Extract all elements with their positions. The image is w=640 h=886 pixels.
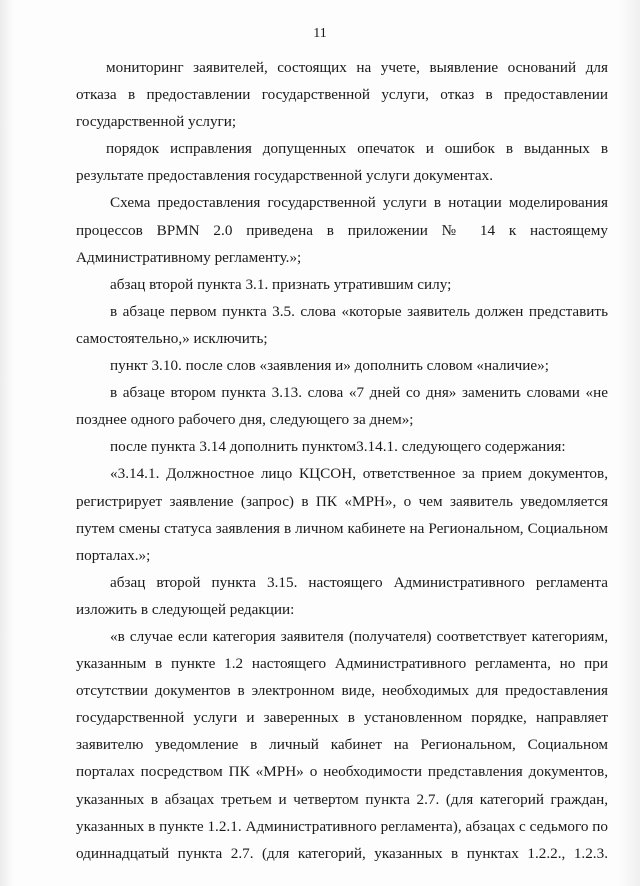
- paragraph-item-3-10: пункт 3.10. после слов «заявления и» дополнить словом «наличие»;: [110, 357, 549, 375]
- scan-edge-right: [618, 0, 640, 886]
- document-body: [76, 54, 608, 867]
- paragraph-item-3-15: абзац второй пункта 3.15. настоящего Административного регламента изложить в следующей редакции:: [76, 573, 608, 618]
- scan-edge-left: [0, 0, 14, 886]
- paragraph-item-3-1: абзац второй пункта 3.1. признать утратившим силу;: [110, 275, 452, 293]
- paragraph-item-3-13: в абзаце втором пункта 3.13. слова «7 дней со дня» заменить словами «не позднее одного рабочего дня, следующего за днем»;: [76, 384, 608, 429]
- paragraph-item-3-5: в абзаце первом пункта 3.5. слова «которые заявитель должен представить самостоятельно,» исключить;: [76, 302, 608, 347]
- paragraph-item-3-14: после пункта 3.14 дополнить пунктом3.14.1. следующего содержания:: [110, 438, 566, 456]
- paragraph-monitoring: мониторинг заявителей, состоящих на учете, выявление оснований для отказа в предоставлении государственной услуги, отказ в предоставлении государственной услуги;: [76, 59, 608, 131]
- paragraph-item-3-15-text: «в случае если категория заявителя (получателя) соответствует категориям, указанным в пункте 1.2 настоящего Административного регламента, но при отсутствии документов в электронном виде, необходимых для предоставления государственной услуги и заверенных в установленном порядке, направляет заявителю уведомление в личный кабинет на Региональном, Социальном порталах посредством ПК «МРН» о необходимости представления документов, указанных в абзацах третьем и четвертом пункта 2.7. (для категорий граждан, указанных в пункте 1.2.1. Административного регламента), абзацах с седьмого по одиннадцатый пункта 2.7. (для категорий, указанных в пунктах 1.2.2., 1.2.3.: [76, 627, 608, 862]
- page-number: 11: [313, 26, 327, 41]
- paragraph-correction-procedure: порядок исправления допущенных опечаток и ошибок в выданных в результате предоставления государственной услуги документах.: [76, 140, 608, 185]
- paragraph-bpmn-scheme: Схема предоставления государственной услуги в нотации моделирования процессов BPMN 2.0 приведена в приложении № 14 к настоящему Административному регламенту.»;: [76, 194, 608, 266]
- paragraph-item-3-14-1: «3.14.1. Должностное лицо КЦСОН, ответственное за прием документов, регистрирует заявление (запрос) в ПК «МРН», о чем заявитель уведомляется путем смены статуса заявления в личном кабинете на Региональном, Социальном порталах.»;: [76, 465, 608, 564]
